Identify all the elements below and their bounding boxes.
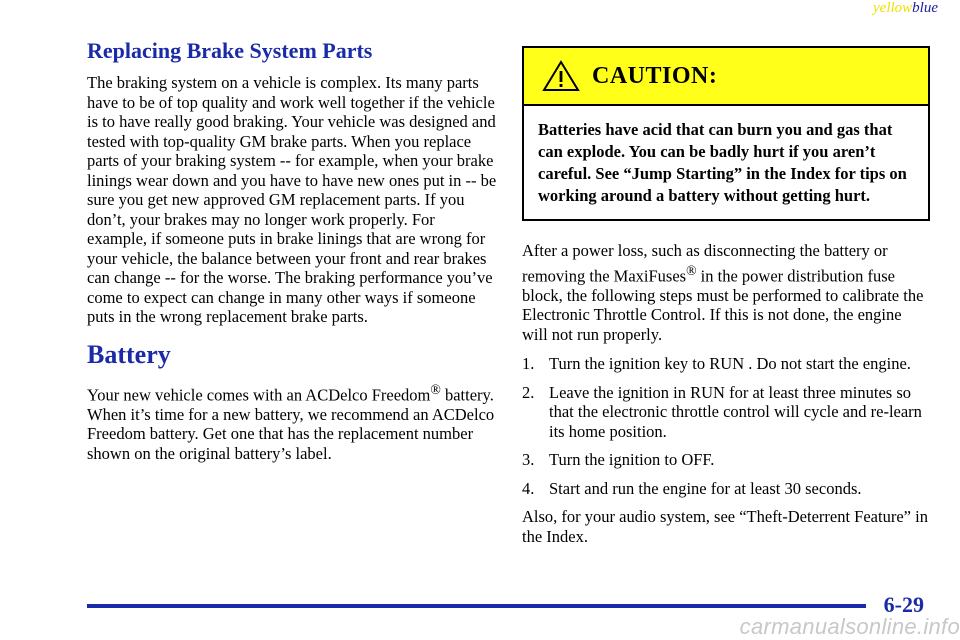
warning-triangle-icon xyxy=(542,60,580,92)
brake-paragraph: The braking system on a vehicle is complex. Its many parts have to be of top quality and work well together if the vehicle is to have really good braking. Your vehicle was designed and tested with top‑quality GM brake parts. When you replace parts of your braking system -- for example, when your brake linings wear down and you have to have new ones put in -- be sure you get new approved GM replacement parts. If you don’t, your brakes may no longer work properly. For example, if someone puts in brake linings that are wrong for your vehicle, the balance between your front and rear brakes can change -- for the worse. The braking performance you’ve come to expect can change in many other ways if someone puts in the wrong replacement brake parts. xyxy=(87,73,497,326)
battery-text-b: battery. When it’s time for a new battery, we recommend an ACDelco Freedom battery. Get one that has the replacement number shown on the original battery’s label. xyxy=(87,385,495,463)
brake-section-title: Replacing Brake System Parts xyxy=(87,38,373,63)
color-tag-blue: blue xyxy=(912,0,938,16)
watermark: carmanualsonline.info xyxy=(739,614,960,639)
caution-title: CAUTION: xyxy=(592,62,718,89)
battery-paragraph xyxy=(87,380,497,464)
caution-box xyxy=(522,46,930,221)
list-item: 2. Leave the ignition in RUN for at least three minutes so that the electronic throttle control will cycle and re‑learn its home position. xyxy=(522,382,922,441)
caution-text: Batteries have acid that can burn you and gas that can explode. You can be badly hurt if you aren’t careful. See “Jump Starting” in the Index for tips on working around a battery without getting hurt. xyxy=(538,120,907,205)
audio-system-paragraph: Also, for your audio system, see “Theft‑Deterrent Feature” in the Index. xyxy=(522,507,928,546)
footer-rule xyxy=(87,604,866,608)
list-item: 4. Start and run the engine for at least 30 seconds. xyxy=(522,478,862,498)
right-column xyxy=(522,46,930,546)
power-loss-paragraph xyxy=(522,241,930,344)
calibration-steps xyxy=(522,354,930,498)
registered-mark: ® xyxy=(430,381,441,397)
color-tag-yellow: yellow xyxy=(873,0,913,16)
color-tag xyxy=(873,0,938,17)
caution-header xyxy=(524,48,928,106)
power-loss-text-a: After a power loss, such as disconnecting the battery or removing the MaxiFuses xyxy=(522,241,888,285)
power-loss-text-b: in the power distribution fuse block, the following steps must be performed to calibrate the Electronic Throttle Control. If this is not done, the engine will not run properly. xyxy=(522,266,924,344)
battery-section-title: Battery xyxy=(87,339,171,369)
left-column xyxy=(87,38,497,463)
registered-mark: ® xyxy=(686,262,697,278)
page-number: 6-29 xyxy=(883,592,924,617)
list-item: 3. Turn the ignition to OFF. xyxy=(522,450,715,469)
list-item: 1. Turn the ignition key to RUN . Do not start the engine. xyxy=(522,354,911,373)
battery-text-a: Your new vehicle comes with an ACDelco Freedom xyxy=(87,385,431,404)
